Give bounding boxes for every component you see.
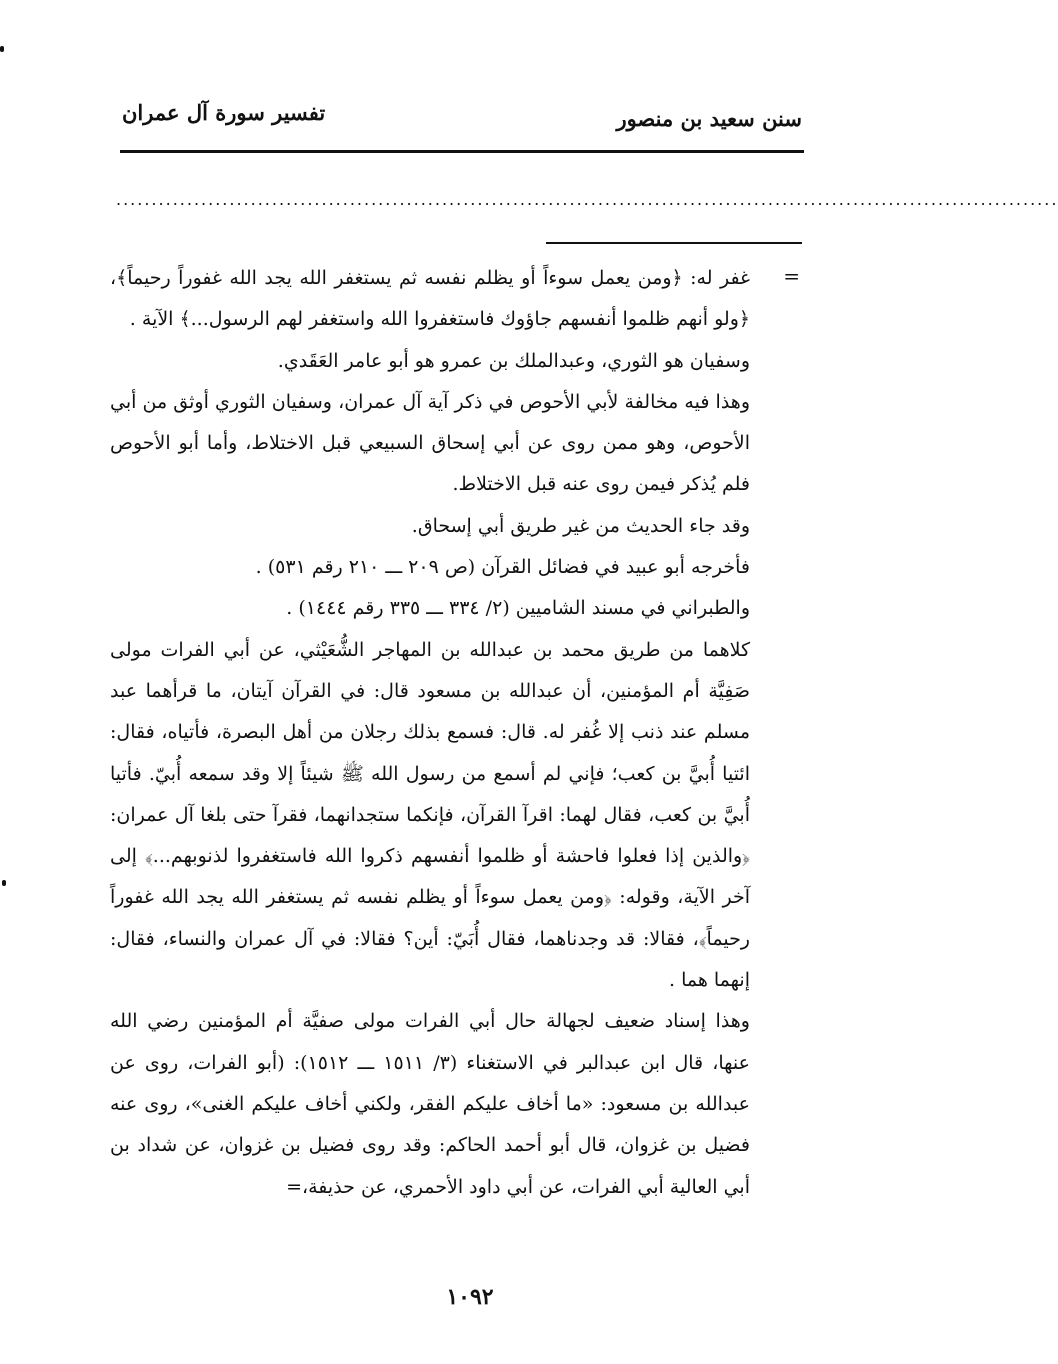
continuation-mark: =: [783, 264, 800, 288]
section-title: تفسير سورة آل عمران: [122, 100, 326, 125]
paragraph: فأخرجه أبو عبيد في فضائل القرآن (ص ٢٠٩ ـــ ٢١٠ رقم ٥٣١) .: [255, 556, 750, 579]
paragraph: وهذا فيه مخالفة لأبي الأحوص في ذكر آية آل عمران، وسفيان الثوري أوثق من أبي الأحوص، وهو ممن روى عن أبي إسحاق السبيعي قبل الاختلاط، وأما أبو الأحوص فلم يُذكر فيمن روى عنه قبل الاختلاط.: [110, 390, 750, 496]
footnote-rule: [546, 242, 802, 244]
header-rule: [120, 150, 804, 153]
dotted-separator: .....................................................................................................................................: [116, 190, 1058, 209]
footnote-text: [110, 258, 750, 1208]
book-title: سنن سعيد بن منصور: [616, 106, 802, 131]
paragraph: كلاهما من طريق محمد بن عبدالله بن المهاجر الشُّعَيْثي، عن أبي الفرات مولى صَفِيَّة أم المؤمنين، أن عبدالله بن مسعود قال: في القرآن آيتان، ما قرأهما عبد مسلم عند ذنب إلا غُفر له. قال: فسمع بذلك رجلان من أهل البصرة، فأتياه، فقال: ائتيا أُبيَّ بن كعب؛ فإني لم أسمع من رسول الله ﷺ شيئاً إلا وقد سمعه أُبيّ. فأتيا أُبيَّ بن كعب، فقال لهما: اقرآ القرآن، فإنكما ستجدانهما، فقرآ حتى بلغا آل عمران: ﴿والذين إذا فعلوا فاحشة أو ظلموا أنفسهم ذكروا الله فاستغفروا لذنوبهم...﴾ إلى آخر الآية، وقوله: ﴿ومن يعمل سوءاً أو يظلم نفسه ثم يستغفر الله يجد الله غفوراً رحيماً﴾، فقالا: قد وجدناهما، فقال أُبَيّ: أين؟ فقالا: في آل عمران والنساء، فقال: إنهما هما .: [110, 638, 750, 992]
paragraph: وقد جاء الحديث من غير طريق أبي إسحاق.: [411, 514, 750, 537]
page-number: ١٠٩٢: [446, 1284, 494, 1310]
paragraph: وهذا إسناد ضعيف لجهالة حال أبي الفرات مولى صفيَّة أم المؤمنين رضي الله عنها، قال ابن عبدالبر في الاستغناء (٣/ ١٥١١ ـــ ١٥١٢): (أبو الفرات، روى عن عبدالله بن مسعود: «ما أخاف عليكم الفقر، ولكني أخاف عليكم الغنى»، روى عنه فضيل بن غزوان، قال أبو أحمد الحاكم: وقد روى فضيل بن غزوان، عن شداد بن أبي العالية أبي الفرات، عن أبي داود الأحمري، عن حذيفة،=: [110, 1010, 750, 1198]
paragraph: والطبراني في مسند الشاميين (٢/ ٣٣٤ ـــ ٣٣٥ رقم ١٤٤٤) .: [286, 597, 750, 620]
paragraph: وسفيان هو الثوري، وعبدالملك بن عمرو هو أبو عامر العَقَدي.: [277, 349, 750, 372]
binding-mark: [0, 46, 4, 52]
binding-mark: [2, 880, 6, 886]
paragraph: غفر له: ﴿ومن يعمل سوءاً أو يظلم نفسه ثم يستغفر الله يجد الله غفوراً رحيماً﴾، ﴿ولو أنهم ظلموا أنفسهم جاؤوك فاستغفروا الله واستغفر لهم الرسول...﴾ الآية .: [110, 267, 750, 331]
